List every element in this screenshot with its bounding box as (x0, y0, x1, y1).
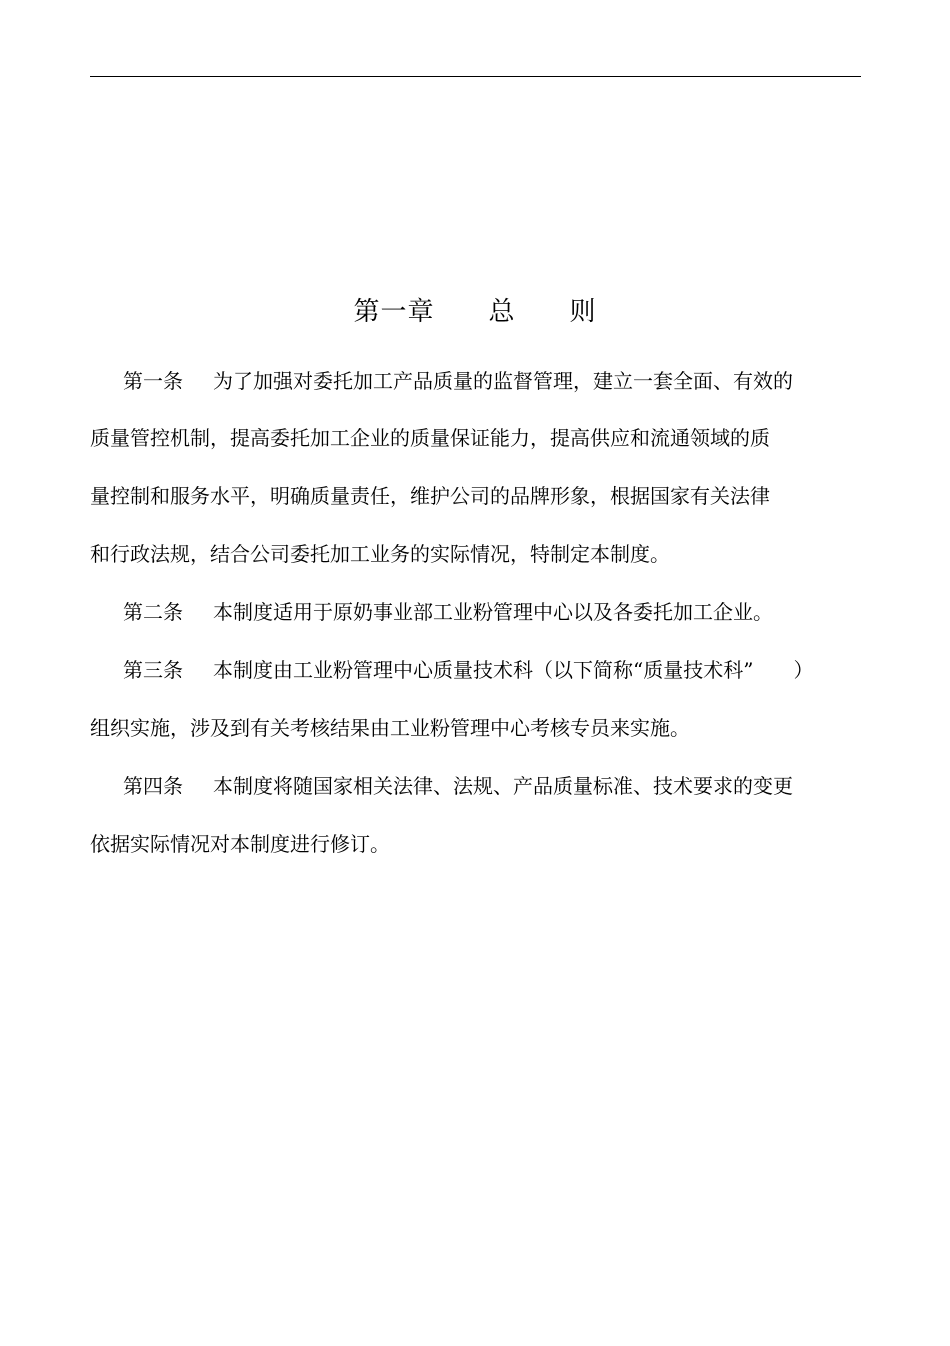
article-text: 本制度将随国家相关法律、法规、产品质量标准、技术要求的变更 (213, 774, 793, 798)
article-1-line-2: 质量管控机制，提高委托加工企业的质量保证能力，提高供应和流通领域的质 (90, 426, 770, 450)
header-rule (90, 76, 861, 77)
article-label: 第四条 (123, 774, 183, 798)
article-3-first-line (123, 656, 813, 684)
article-text: 本制度由工业粉管理中心质量技术科（以下简称“质量技术科” ） (213, 658, 814, 682)
article-4-line-2: 依据实际情况对本制度进行修订。 (90, 832, 390, 856)
chapter-title: 第一章 总 则 (353, 297, 597, 327)
article-3-line-2: 组织实施，涉及到有关考核结果由工业粉管理中心考核专员来实施。 (90, 716, 690, 740)
article-4-first-line (123, 772, 793, 800)
article-1-first-line (123, 367, 793, 395)
article-1-line-4: 和行政法规，结合公司委托加工业务的实际情况，特制定本制度。 (90, 542, 670, 566)
article-text: 本制度适用于原奶事业部工业粉管理中心以及各委托加工企业。 (213, 600, 773, 624)
article-2-first-line (123, 598, 773, 626)
article-label: 第三条 (123, 658, 183, 682)
article-1-line-3: 量控制和服务水平，明确质量责任，维护公司的品牌形象，根据国家有关法律 (90, 484, 770, 508)
article-label: 第一条 (123, 369, 183, 393)
article-text: 为了加强对委托加工产品质量的监督管理，建立一套全面、有效的 (213, 369, 793, 393)
article-label: 第二条 (123, 600, 183, 624)
